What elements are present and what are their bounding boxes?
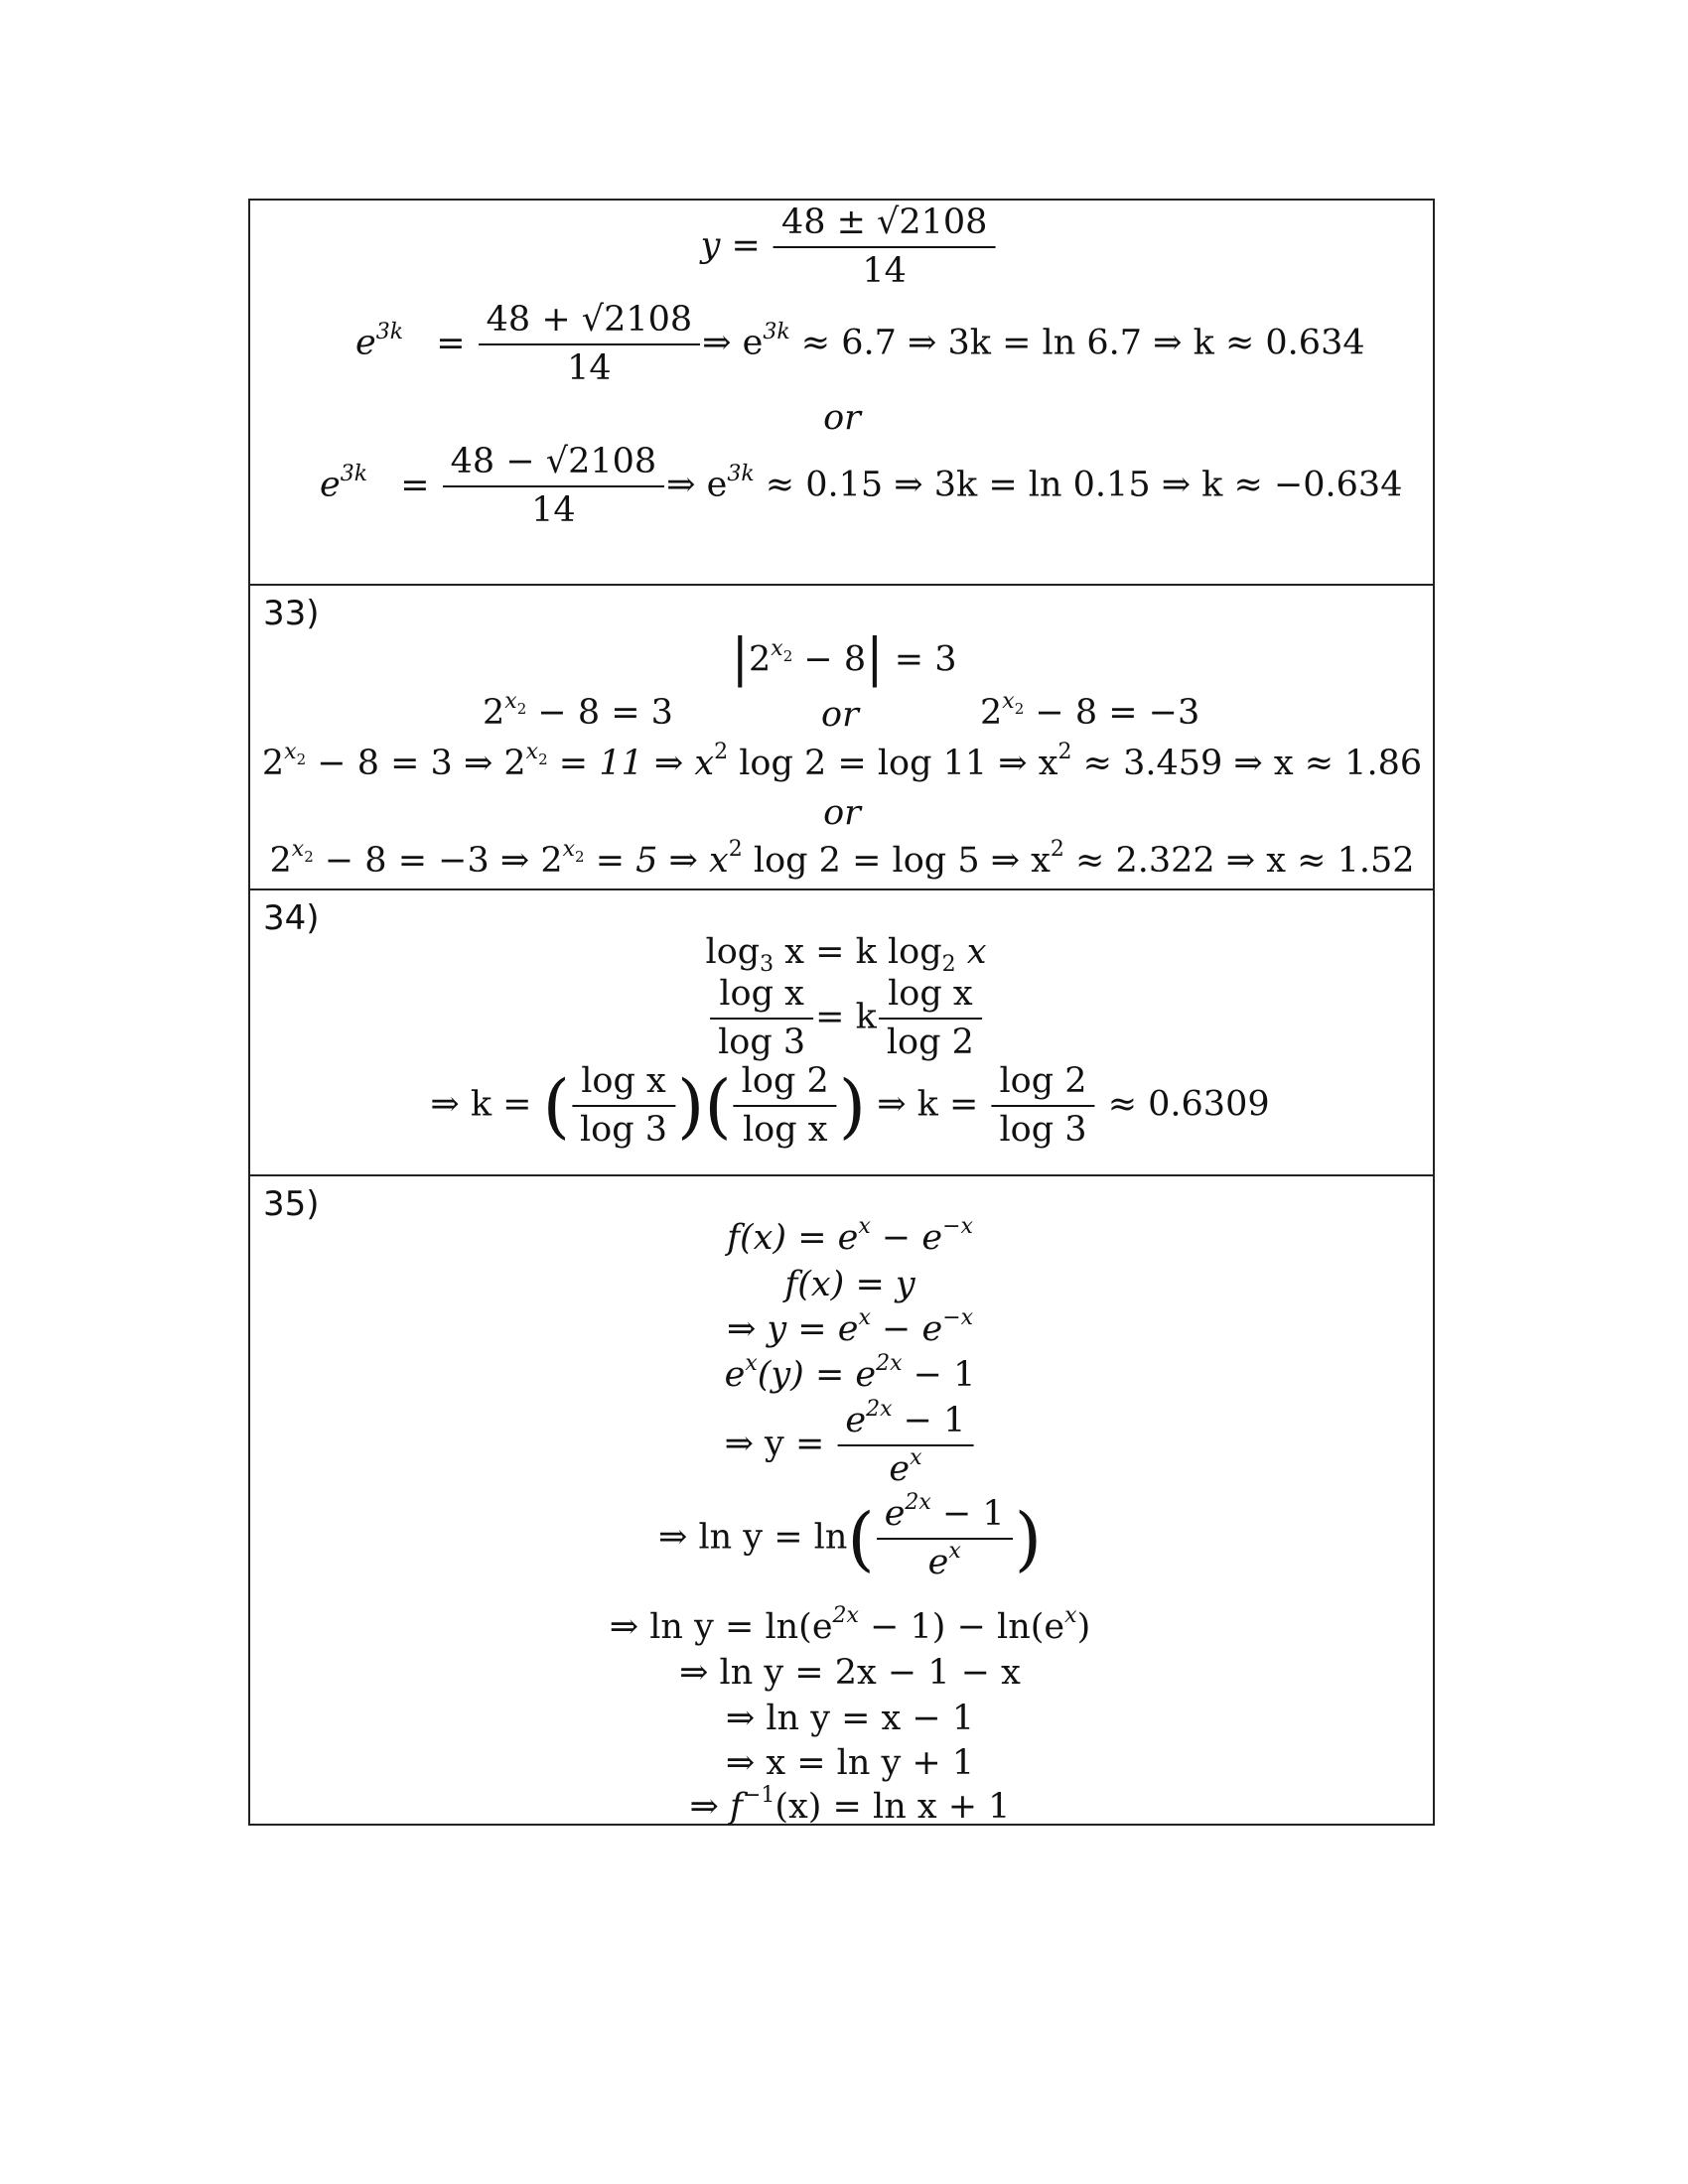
equation-line-2: f(x) = y: [784, 1265, 915, 1304]
equation-line-1: $f(x) = e^x - e^{-x}$: [727, 1214, 973, 1258]
equation-line-11: ⇒ $f^{-1}(x) = \ln x + 1$: [689, 1783, 1011, 1827]
equation-case-2: $2^{x2} - 8 = -3$: [980, 689, 1200, 733]
equation-line-8: ⇒ ln y = 2x − 1 − x: [679, 1653, 1021, 1693]
equation-log-ratio: $\frac{\text{log x}}{\log 3}$ = k $\frac{\text{log x}}{\log 2}$: [708, 977, 984, 1060]
equation-line-10: ⇒ x = ln y + 1: [725, 1743, 975, 1783]
row-divider: [250, 888, 1433, 890]
row-divider: [250, 1174, 1433, 1176]
or-separator: or: [821, 695, 859, 735]
or-separator: or: [823, 793, 861, 833]
equation-line-4: $e^x(y) = e^{2x} - 1$: [724, 1351, 976, 1395]
question-number-34: 34): [263, 898, 320, 938]
equation-line-7: ⇒ $\ln y = \ln(e^{2x} - 1) - \ln(e^x)$: [609, 1603, 1091, 1647]
equation-line-5: ⇒ y = $\frac{e^{2x} - 1}{e^x}$: [725, 1404, 976, 1487]
equation-line-9: ⇒ ln y = x − 1: [725, 1699, 975, 1738]
equation-minus-root: $e^{3k}$ = $\frac{48 - √2108}{14}$ ⇒ $e^{3k} \approx 0.15$ ⇒ 3k = ln 0.15 ⇒ k ≈ −0.634: [320, 442, 1403, 530]
equation-plus-root: $e^{3k}$ = $\frac{48 + √2108}{14}$ ⇒ $e^{3k} \approx 6.7$ ⇒ 3k = ln 6.7 ⇒ k ≈ 0.634: [355, 300, 1365, 388]
equation-solution-2: $2^{x2} - 8 = -3$ ⇒ $2^{x2} = 5$ ⇒ $x^2$ log 2 = log 5 ⇒ $x^2 \approx 2.322$ ⇒ x ≈ 1.52: [269, 837, 1415, 881]
question-number-35: 35): [263, 1184, 320, 1224]
equation-k-value: ⇒ k = ( $\frac{\text{log x}}{\log 3}$ )( $\frac{\log 2}{\text{log x}}$ ) ⇒ k = $\frac{\log 2}{\log 3}$ ≈ 0.6309: [430, 1061, 1270, 1150]
equation-line-3: ⇒ $y = e^x - e^{-x}$: [726, 1305, 974, 1349]
or-separator: or: [823, 398, 861, 438]
equation-case-1: $2^{x2} - 8 = 3$: [483, 689, 673, 733]
equation-line-6: ⇒ ln y = ln( $\frac{e^{2x} - 1}{e^x}$ ): [657, 1490, 1043, 1582]
equation-absolute-value: $|2^{x2} - 8| = 3$: [731, 628, 957, 688]
row-divider: [250, 584, 1433, 586]
question-number-33: 33): [263, 594, 320, 633]
equation-solution-1: $2^{x2} - 8 = 3$ ⇒ $2^{x2} = 11$ ⇒ $x^2$ log 2 = log 11 ⇒ $x^2 \approx 3.459$ ⇒ x ≈ 1.86: [261, 740, 1423, 783]
solutions-table: [248, 199, 1435, 1826]
equation-y-quadratic: y = $\frac{48 \pm √2108}{14}$: [701, 205, 998, 289]
equation-log-base-change: $\log_3 x = k$ $\log_2 x$: [705, 932, 987, 977]
